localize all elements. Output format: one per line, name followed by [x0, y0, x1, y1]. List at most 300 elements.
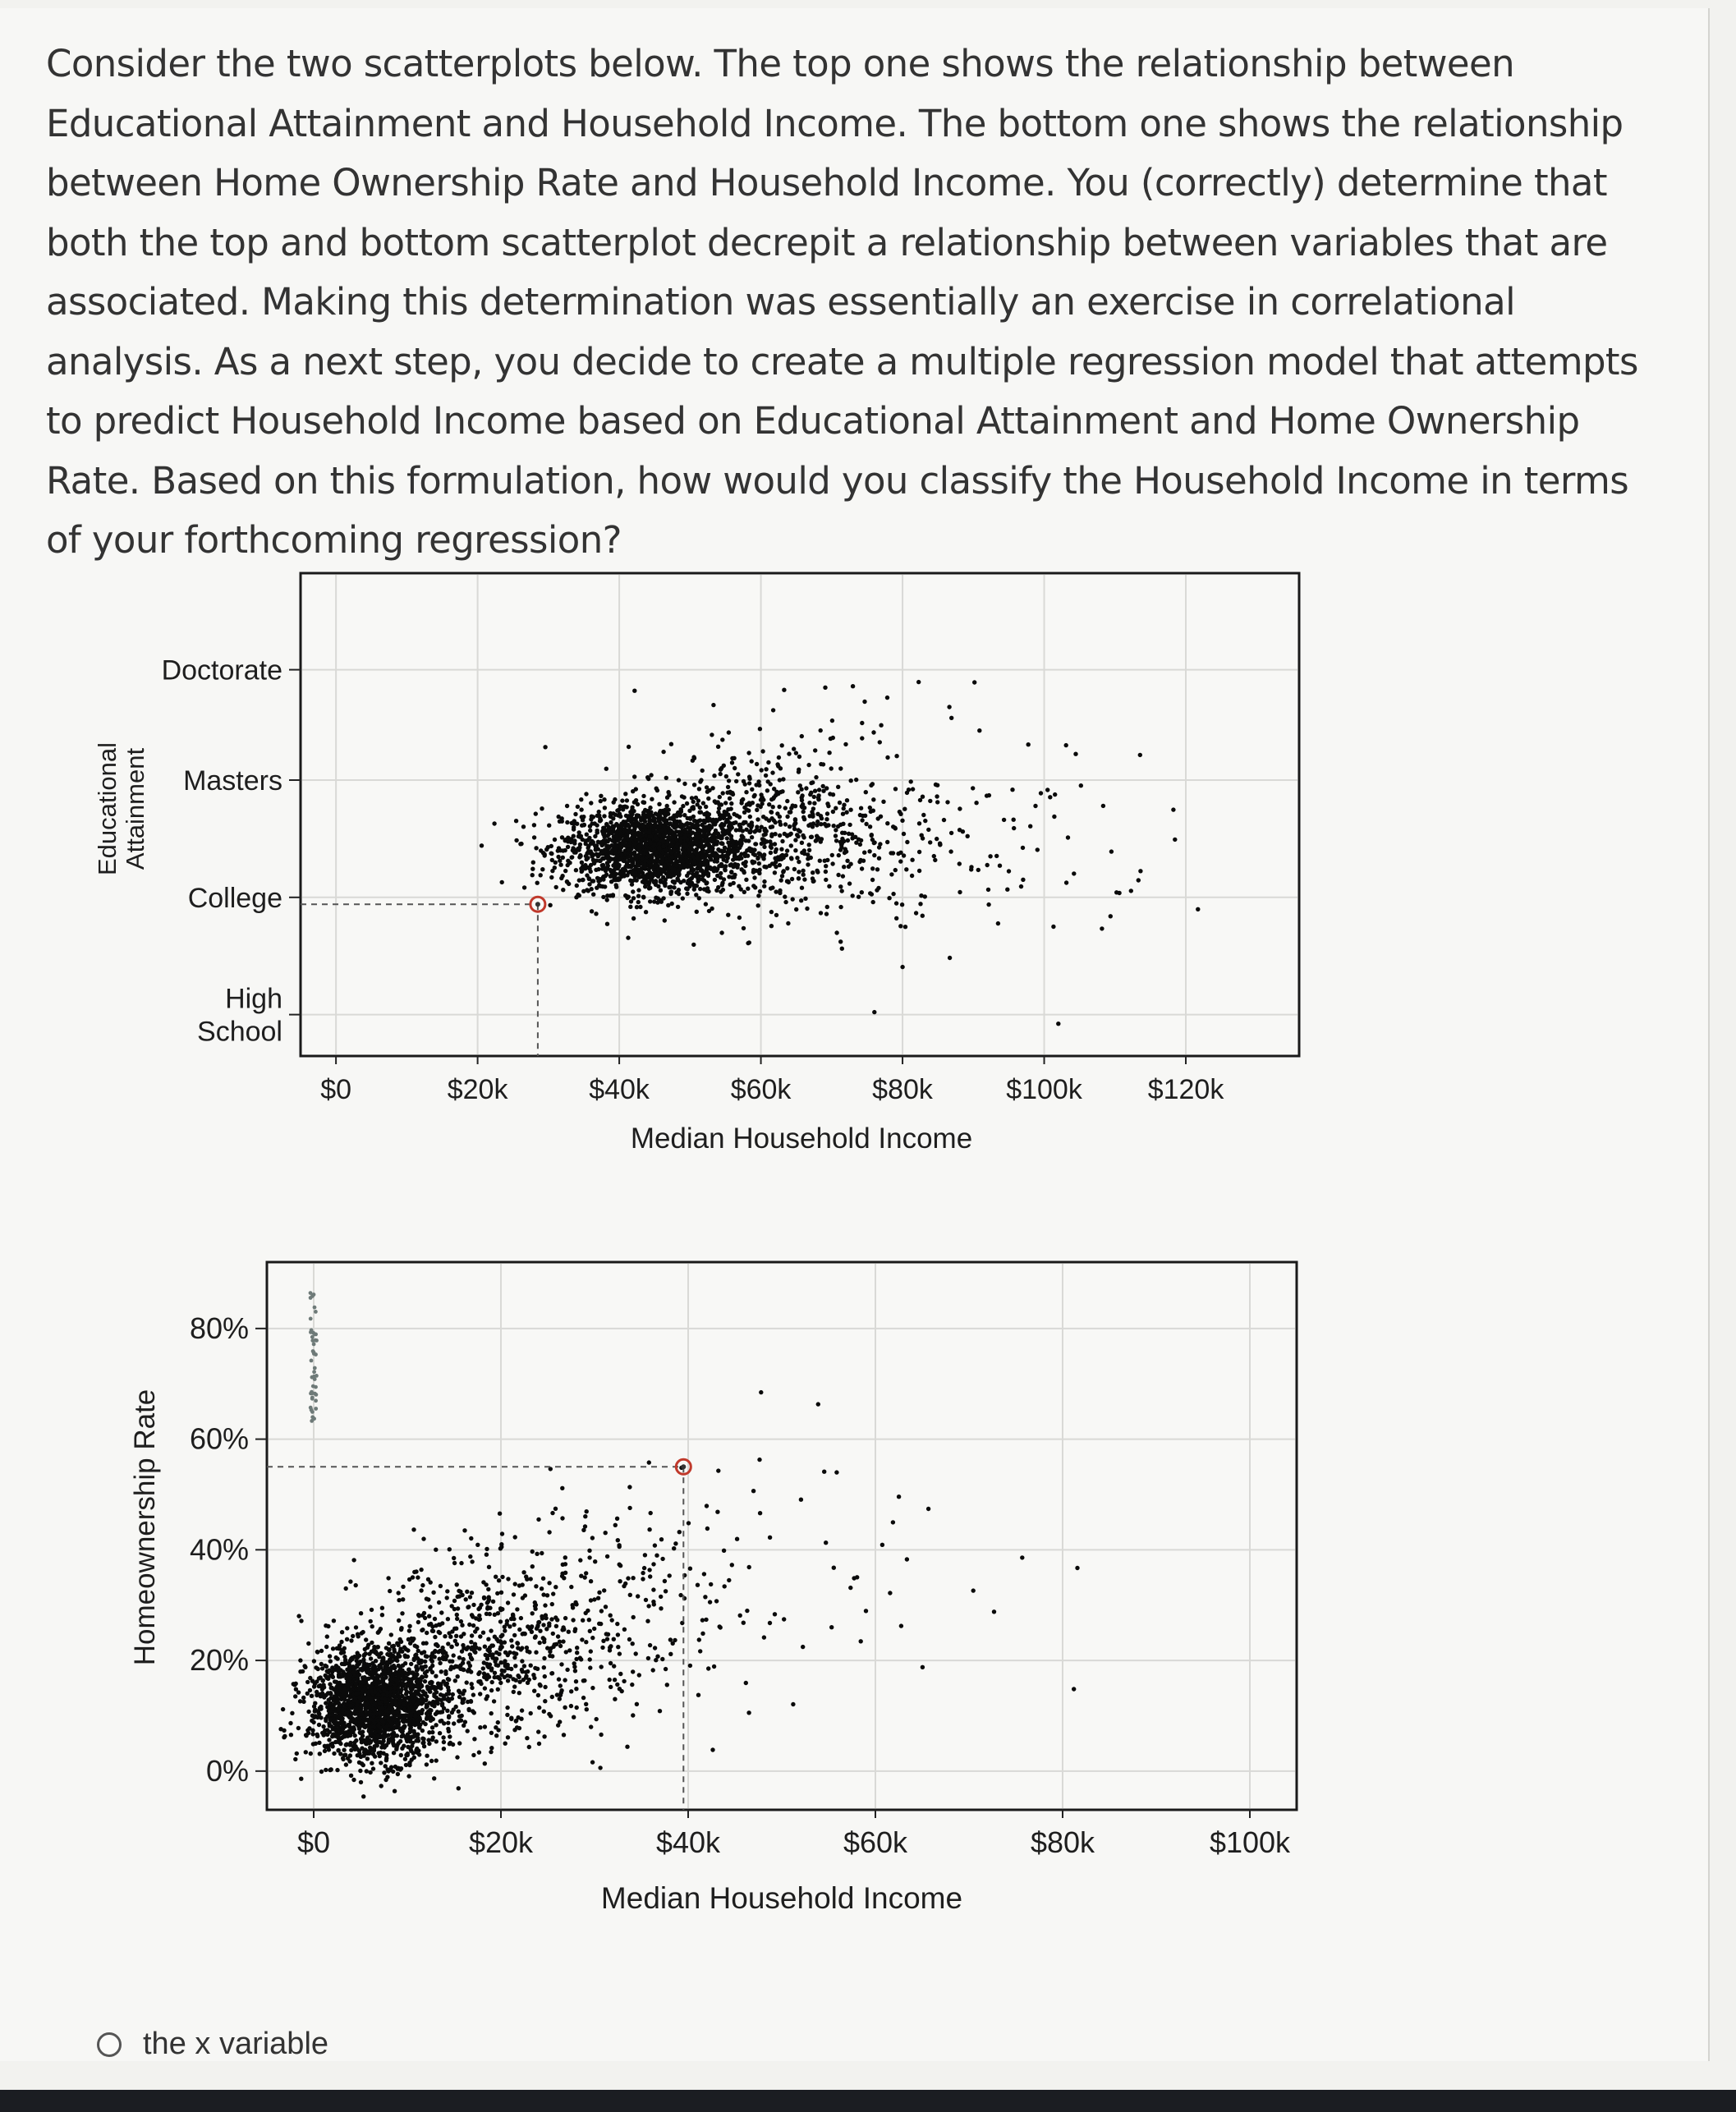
data-point [485, 1553, 489, 1557]
data-point [364, 1707, 368, 1711]
data-point [548, 1654, 552, 1658]
data-point [440, 1621, 444, 1625]
data-point [415, 1669, 419, 1673]
data-point [384, 1758, 388, 1762]
data-point [358, 1769, 362, 1773]
data-point [439, 1584, 443, 1588]
data-point [438, 1731, 442, 1735]
data-point [525, 1646, 529, 1650]
data-point [496, 1687, 500, 1692]
data-point [380, 1659, 384, 1663]
data-point [355, 1664, 359, 1669]
data-point [412, 1756, 416, 1760]
data-point [411, 1527, 416, 1531]
data-point [348, 1658, 352, 1662]
data-point [457, 1690, 462, 1694]
data-point [527, 1745, 531, 1749]
data-point [558, 1644, 563, 1648]
data-point [521, 1595, 525, 1600]
data-point [379, 1751, 383, 1755]
data-point [425, 1754, 429, 1758]
data-point [348, 1753, 352, 1757]
data-point [361, 1733, 365, 1738]
data-point [405, 1719, 409, 1723]
data-point [540, 1616, 544, 1620]
data-point [455, 1617, 459, 1621]
data-point [498, 1606, 503, 1610]
data-point [345, 1668, 349, 1672]
data-point [320, 1687, 324, 1692]
data-point [315, 1650, 319, 1654]
data-point [386, 1660, 390, 1664]
data-point [323, 1744, 327, 1748]
data-point [414, 1652, 418, 1656]
data-point [299, 1618, 303, 1623]
data-point [416, 1719, 420, 1724]
data-point [532, 1676, 536, 1680]
data-point [355, 1703, 359, 1707]
data-point [376, 1723, 380, 1727]
data-point [571, 1618, 575, 1622]
data-point [563, 1571, 567, 1575]
data-point [369, 1717, 373, 1721]
data-point [365, 1769, 369, 1773]
data-point [430, 1730, 434, 1734]
data-point [446, 1677, 450, 1681]
data-point [401, 1701, 405, 1706]
data-point [305, 1680, 310, 1684]
data-point [344, 1742, 348, 1747]
data-point [429, 1622, 433, 1626]
data-point [311, 1742, 315, 1746]
data-point [494, 1733, 498, 1738]
data-point [409, 1662, 413, 1666]
data-point [318, 1692, 322, 1696]
data-point [419, 1660, 423, 1664]
data-point [542, 1710, 546, 1714]
data-point [408, 1747, 412, 1752]
data-point [466, 1700, 470, 1704]
data-point [296, 1726, 301, 1730]
data-point [360, 1668, 364, 1672]
data-point [393, 1700, 397, 1704]
data-point [398, 1695, 402, 1699]
data-point [454, 1627, 458, 1631]
data-point [456, 1674, 460, 1678]
data-point [534, 1651, 538, 1655]
data-point [288, 1721, 292, 1725]
data-point [358, 1723, 362, 1727]
data-point [512, 1623, 516, 1627]
data-point [340, 1725, 344, 1729]
data-point [366, 1643, 370, 1647]
data-point [324, 1719, 328, 1723]
data-point [397, 1715, 402, 1719]
data-point [488, 1646, 492, 1650]
data-point [500, 1531, 504, 1536]
data-point [567, 1648, 572, 1652]
data-point [476, 1607, 480, 1611]
data-point [413, 1696, 417, 1700]
data-point [590, 1686, 595, 1690]
data-point [471, 1603, 475, 1607]
data-point [478, 1692, 482, 1696]
data-point [400, 1681, 404, 1685]
data-point [390, 1644, 394, 1648]
x-tick-label: $40k [589, 1074, 650, 1105]
data-point [489, 1746, 494, 1750]
data-point [349, 1703, 353, 1707]
data-point [434, 1739, 439, 1743]
y-tick-label: College [187, 882, 282, 914]
data-point [526, 1624, 530, 1628]
data-point [446, 1727, 450, 1731]
data-point [471, 1623, 475, 1628]
data-point [354, 1682, 358, 1686]
data-point [399, 1626, 403, 1630]
data-point [446, 1721, 450, 1725]
data-point [483, 1645, 487, 1649]
data-point [348, 1733, 352, 1738]
data-point [467, 1708, 471, 1712]
data-point [343, 1658, 347, 1662]
data-point [447, 1714, 451, 1718]
data-point [431, 1591, 435, 1595]
data-point [434, 1674, 438, 1678]
data-point [574, 1687, 578, 1691]
data-point [441, 1735, 445, 1739]
data-point [380, 1672, 384, 1676]
data-point [308, 1688, 312, 1692]
data-point [337, 1702, 341, 1706]
y-tick-label: High School [197, 983, 282, 1048]
data-point [319, 1770, 324, 1774]
data-point [359, 1611, 363, 1615]
data-point [319, 1649, 324, 1653]
data-point [355, 1678, 359, 1682]
data-point [321, 1733, 325, 1737]
data-point [586, 1609, 590, 1613]
data-point [417, 1725, 421, 1729]
data-point [462, 1657, 466, 1661]
data-point [389, 1632, 393, 1637]
data-point [496, 1720, 500, 1724]
data-point [413, 1715, 417, 1719]
data-point [375, 1711, 379, 1715]
data-point [380, 1745, 384, 1749]
data-point [323, 1664, 327, 1668]
data-point [376, 1645, 380, 1649]
data-point [543, 1699, 547, 1703]
data-point [378, 1701, 382, 1706]
data-point [392, 1751, 396, 1755]
data-point [513, 1664, 517, 1668]
data-point [430, 1725, 434, 1729]
data-point [479, 1682, 483, 1686]
data-point [306, 1641, 310, 1646]
data-point [420, 1684, 424, 1688]
data-point [374, 1659, 378, 1663]
data-point [407, 1723, 411, 1727]
data-point [398, 1665, 402, 1669]
data-point [352, 1670, 356, 1674]
data-point [384, 1743, 388, 1747]
data-point [428, 1666, 432, 1670]
data-point [423, 1722, 427, 1726]
data-point [497, 1652, 501, 1656]
data-point [331, 1646, 335, 1651]
data-point [537, 1706, 541, 1710]
data-point [466, 1605, 470, 1609]
data-point [541, 1592, 545, 1596]
data-point [517, 1691, 521, 1695]
data-point [448, 1635, 452, 1639]
data-point [387, 1641, 391, 1646]
data-point [506, 1653, 510, 1657]
data-point [380, 1606, 384, 1610]
data-point [477, 1670, 481, 1674]
data-point [351, 1778, 356, 1782]
data-point [379, 1784, 383, 1788]
data-point [301, 1700, 305, 1704]
data-point [344, 1762, 348, 1766]
data-point [489, 1711, 494, 1715]
data-point [389, 1765, 393, 1769]
data-point [431, 1717, 435, 1721]
data-point [376, 1692, 380, 1696]
data-point [563, 1706, 567, 1710]
data-point [336, 1708, 340, 1712]
data-point [385, 1652, 389, 1656]
data-point [310, 1679, 315, 1683]
data-point [521, 1582, 525, 1586]
data-point [328, 1654, 332, 1658]
data-point [347, 1677, 351, 1681]
data-point [417, 1752, 421, 1756]
data-point [573, 1627, 577, 1631]
data-point [412, 1731, 416, 1735]
data-point [334, 1680, 338, 1684]
data-point [575, 1706, 579, 1710]
data-point [441, 1693, 445, 1697]
data-point [446, 1641, 450, 1646]
data-point [503, 1742, 507, 1746]
data-point [400, 1747, 404, 1751]
data-point [520, 1708, 524, 1712]
data-point [293, 1757, 297, 1761]
data-point [646, 1656, 650, 1660]
data-point [448, 1547, 452, 1551]
data-point [419, 1568, 423, 1572]
data-point [425, 1762, 429, 1766]
data-point [492, 1699, 496, 1703]
data-point [422, 1692, 426, 1696]
data-point [520, 1659, 524, 1663]
data-point [370, 1624, 374, 1628]
data-point [333, 1694, 337, 1698]
data-point [389, 1724, 393, 1728]
data-point [519, 1616, 523, 1620]
data-point [438, 1661, 442, 1665]
data-point [369, 1688, 373, 1692]
data-point [350, 1729, 354, 1733]
data-point [369, 1656, 373, 1660]
data-point [439, 1610, 443, 1614]
data-point [429, 1680, 434, 1684]
data-point [370, 1608, 374, 1612]
data-point [362, 1696, 366, 1701]
data-point [354, 1692, 358, 1696]
data-point [469, 1536, 473, 1540]
data-point [416, 1736, 420, 1740]
data-point [434, 1642, 438, 1646]
data-point [494, 1663, 498, 1667]
data-point [465, 1680, 469, 1684]
data-point [590, 1636, 595, 1640]
data-point [380, 1679, 384, 1683]
data-point [328, 1767, 333, 1771]
data-point [321, 1724, 325, 1729]
data-point [550, 1695, 554, 1699]
data-point [382, 1770, 386, 1775]
data-point [411, 1638, 415, 1642]
data-point [317, 1684, 321, 1688]
data-point [506, 1577, 510, 1581]
data-point [514, 1719, 518, 1723]
data-point [420, 1651, 424, 1655]
data-point [613, 1697, 617, 1701]
data-point [453, 1678, 457, 1683]
data-point [503, 1628, 507, 1632]
data-point [599, 1664, 604, 1669]
data-point [362, 1738, 366, 1742]
data-point [362, 1664, 366, 1668]
data-point [572, 1664, 576, 1669]
data-point [332, 1698, 336, 1702]
data-point [512, 1633, 517, 1637]
data-point [330, 1712, 334, 1716]
data-point [460, 1701, 464, 1705]
data-point [336, 1740, 340, 1744]
data-point [429, 1657, 433, 1661]
data-point [348, 1713, 352, 1717]
data-point [445, 1709, 449, 1713]
data-point [357, 1761, 361, 1765]
data-point [411, 1699, 416, 1703]
data-point [335, 1646, 339, 1651]
data-point [385, 1767, 389, 1771]
data-point [445, 1589, 449, 1593]
data-point [406, 1752, 410, 1756]
data-point [304, 1750, 308, 1754]
data-point [332, 1752, 336, 1756]
data-point [324, 1768, 328, 1772]
data-point [513, 1582, 517, 1586]
data-point [302, 1664, 306, 1668]
data-point [541, 1623, 545, 1627]
data-point [331, 1705, 335, 1709]
data-point [553, 1507, 558, 1511]
y-axis-label: EducationalAttainment [93, 741, 149, 876]
data-point [399, 1640, 403, 1644]
data-point [324, 1645, 328, 1649]
data-point [470, 1559, 474, 1563]
data-point [468, 1554, 472, 1559]
data-point [587, 1618, 591, 1622]
data-point [333, 1734, 338, 1738]
data-point [349, 1638, 353, 1642]
data-point [370, 1761, 374, 1765]
data-point [489, 1688, 494, 1692]
x-tick-label: $100k [1006, 1074, 1082, 1105]
data-point [433, 1617, 437, 1621]
data-point [408, 1726, 412, 1730]
data-point [446, 1685, 450, 1689]
data-point [558, 1683, 563, 1687]
data-point [388, 1686, 393, 1690]
data-point [406, 1672, 410, 1676]
data-point [306, 1710, 310, 1714]
data-point [383, 1697, 387, 1701]
data-point [348, 1579, 352, 1583]
data-point [452, 1561, 457, 1565]
data-point [380, 1719, 384, 1723]
data-point [553, 1585, 558, 1589]
data-point [420, 1583, 425, 1587]
data-point [290, 1711, 294, 1715]
data-point [466, 1660, 471, 1664]
data-point [427, 1701, 431, 1705]
data-point [512, 1592, 516, 1596]
data-point [489, 1628, 493, 1632]
data-point [437, 1630, 441, 1634]
data-point [499, 1591, 503, 1595]
data-point [485, 1654, 489, 1658]
data-point [340, 1630, 344, 1634]
data-point [335, 1716, 339, 1720]
data-point [352, 1740, 356, 1744]
data-point [342, 1697, 347, 1701]
data-point [575, 1646, 579, 1650]
y-tick-label: Masters [183, 765, 282, 797]
data-point [298, 1658, 302, 1662]
data-point [360, 1631, 364, 1635]
data-point [406, 1733, 410, 1737]
data-point [488, 1606, 492, 1610]
data-point [359, 1706, 363, 1710]
data-point [378, 1664, 382, 1669]
data-point [394, 1746, 398, 1750]
data-point [367, 1741, 371, 1745]
data-point [406, 1655, 410, 1659]
data-point [379, 1734, 383, 1738]
data-point [451, 1692, 455, 1696]
data-point [317, 1741, 321, 1745]
data-point [365, 1670, 370, 1674]
data-point [412, 1570, 416, 1574]
data-point [515, 1607, 519, 1611]
data-point [556, 1634, 560, 1638]
data-point [450, 1710, 454, 1715]
data-point [549, 1617, 553, 1621]
x-tick-label: $80k [872, 1074, 933, 1105]
data-point [384, 1709, 388, 1713]
data-point [424, 1654, 428, 1658]
data-point [506, 1678, 510, 1683]
data-point [396, 1655, 400, 1659]
data-point [506, 1735, 510, 1739]
data-point [293, 1694, 297, 1698]
